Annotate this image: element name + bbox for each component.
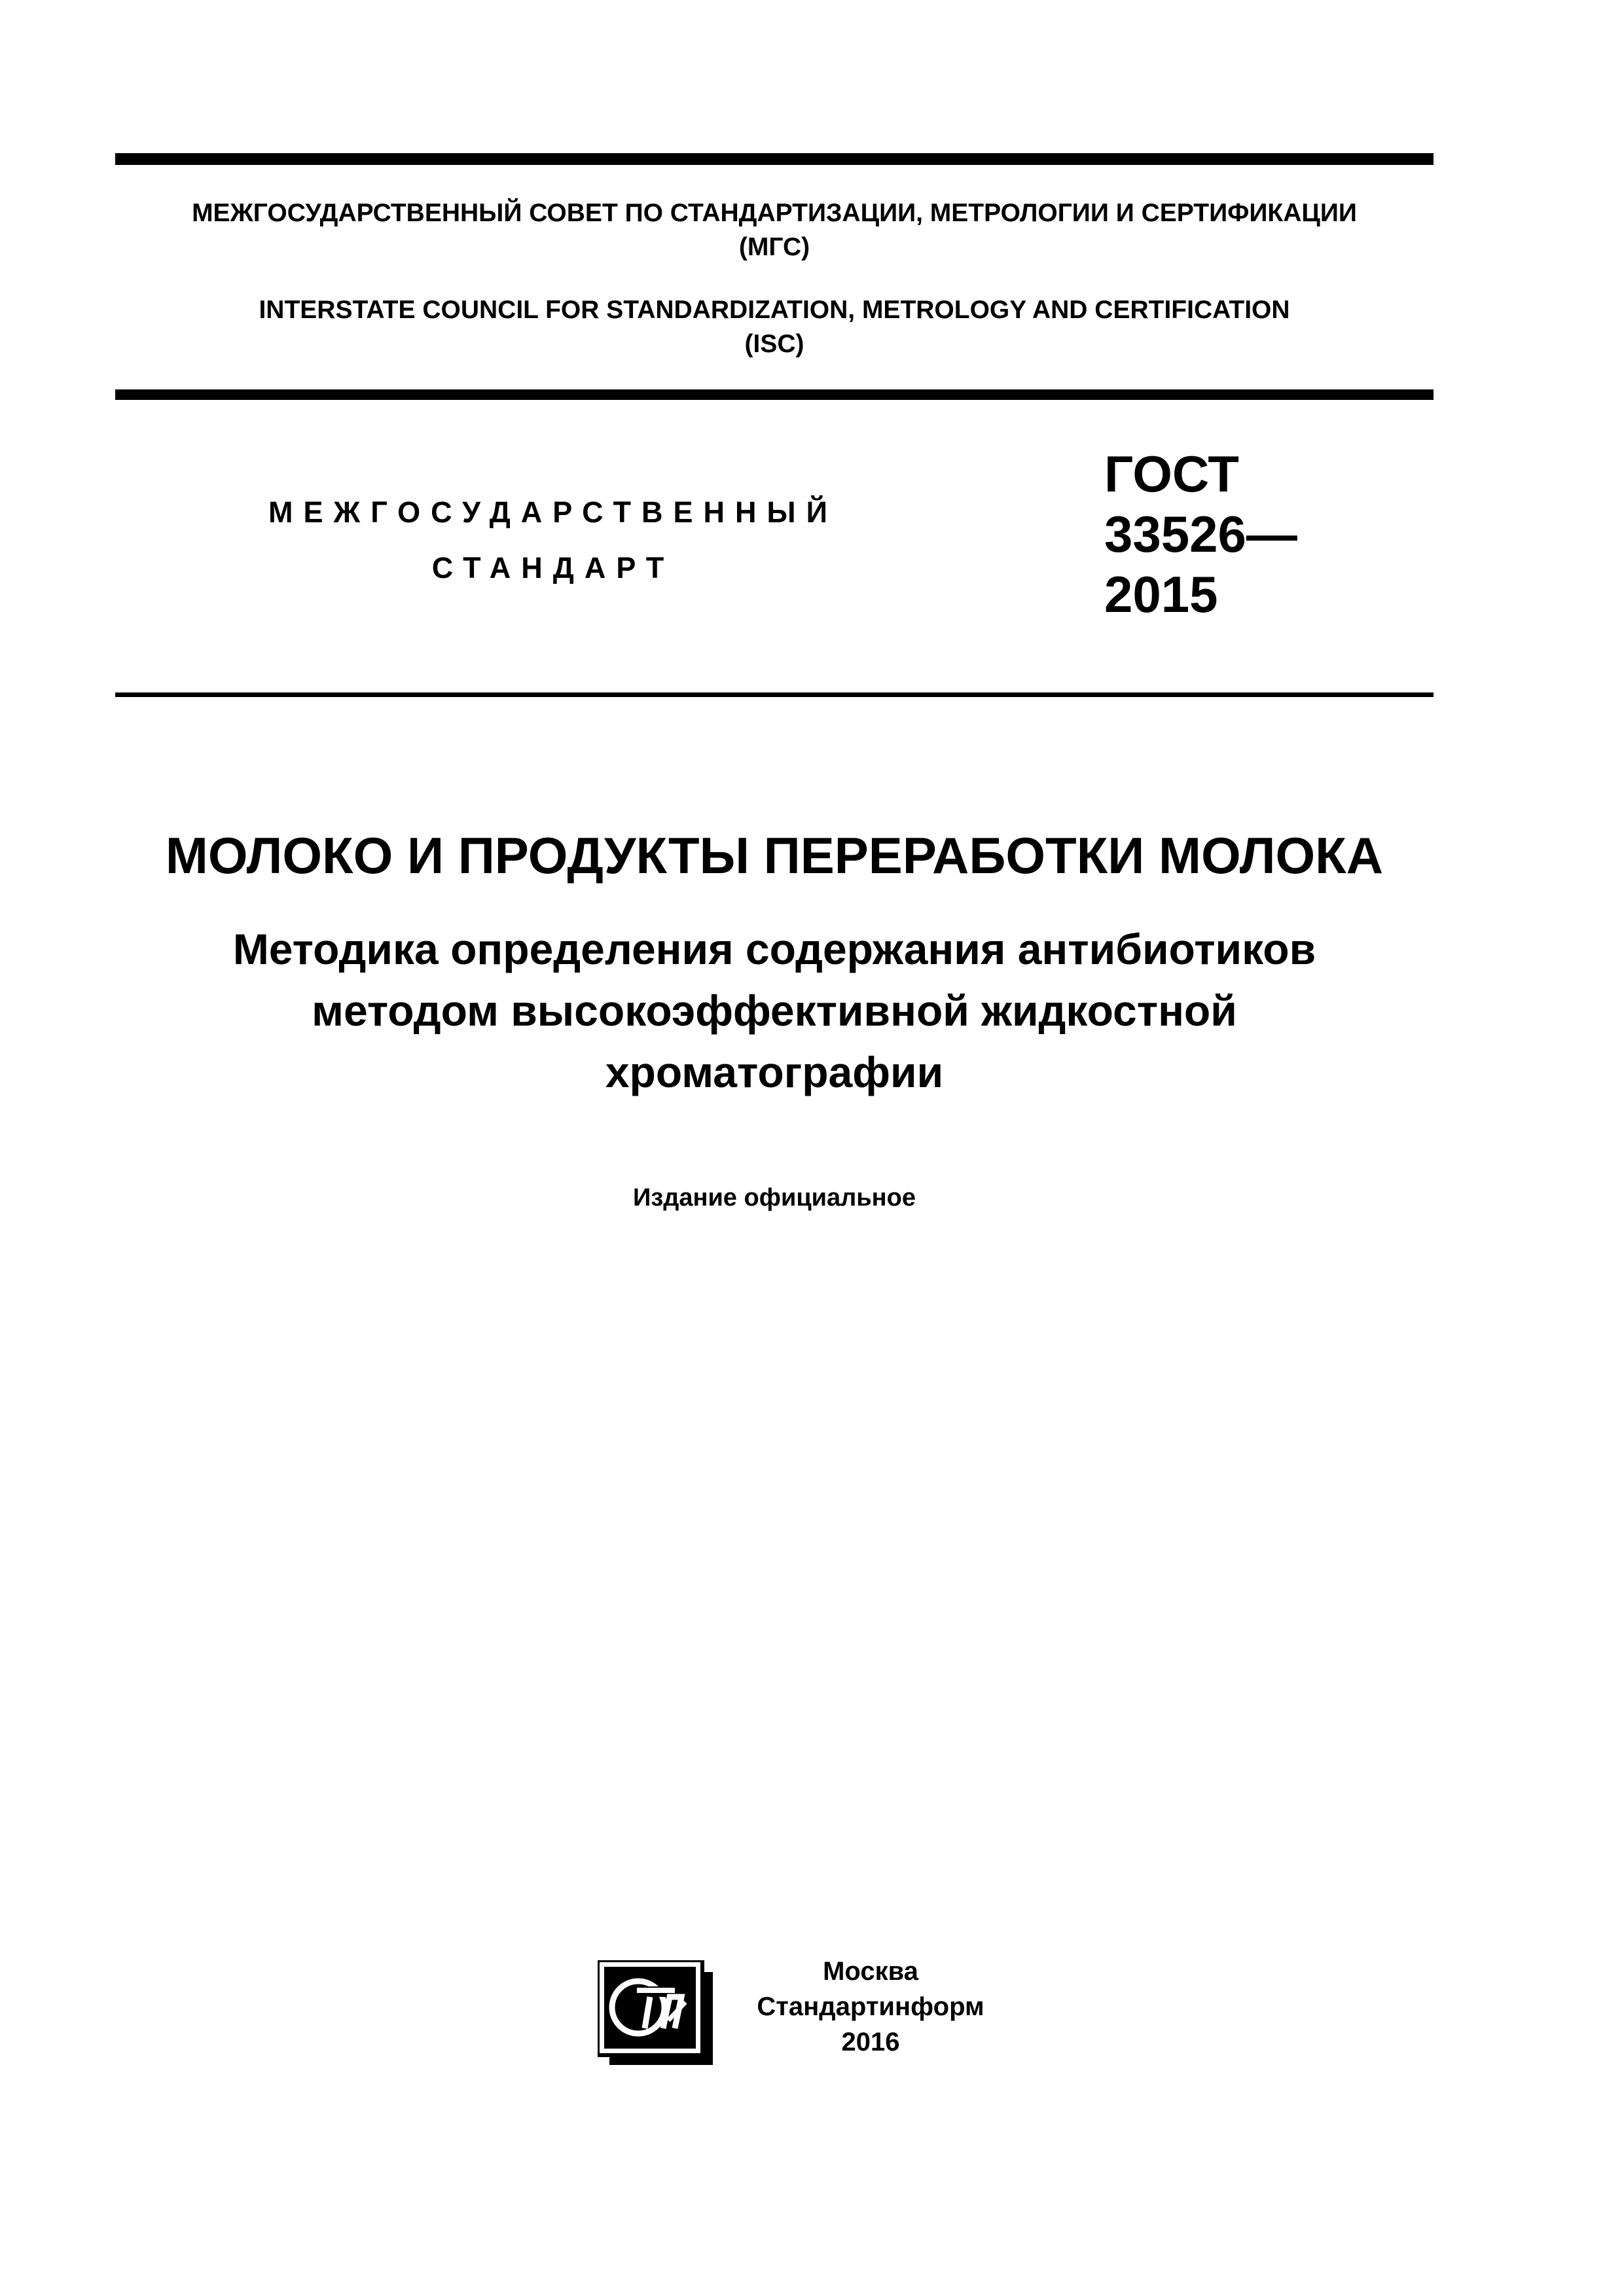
document-title: МОЛОКО И ПРОДУКТЫ ПЕРЕРАБОТКИ МОЛОКА: [165, 827, 1384, 884]
publisher-name: Стандартинформ: [757, 1992, 984, 2021]
document-subtitle: [65, 918, 1483, 1103]
standard-designation: [1104, 444, 1297, 624]
designation-prefix: ГОСТ: [1104, 445, 1239, 503]
subtitle-line1: Методика определения содержания антибиотиков: [232, 925, 1316, 973]
designation-year: 2015: [1104, 565, 1218, 623]
council-abbr-ru: (МГС): [738, 233, 810, 261]
publisher-city: Москва: [823, 1957, 918, 1986]
standard-kind-line1: МЕЖГОСУДАРСТВЕННЫЙ: [268, 495, 838, 529]
standard-kind-line2: СТАНДАРТ: [431, 551, 675, 584]
bottom-rule: [115, 692, 1434, 697]
council-name-en-line: INTERSTATE COUNCIL FOR STANDARDIZATION, METROLOGY AND CERTIFICATION: [259, 296, 1290, 324]
edition-note: Издание официальное: [633, 1184, 916, 1211]
council-name-ru-line: МЕЖГОСУДАРСТВЕННЫЙ СОВЕТ ПО СТАНДАРТИЗАЦИИ, МЕТРОЛОГИИ И СЕРТИФИКАЦИИ: [192, 199, 1357, 227]
subtitle-line2: методом высокоэффективной жидкостной: [312, 986, 1237, 1035]
council-abbr-en: (ISC): [744, 330, 804, 358]
designation-number: 33526—: [1104, 505, 1297, 563]
middle-rule: [115, 389, 1434, 400]
publisher-block: [733, 1954, 1008, 2060]
top-rule: [115, 153, 1434, 165]
publication-year: 2016: [841, 2028, 900, 2056]
subtitle-line3: хроматографии: [605, 1048, 944, 1096]
council-name-en: [115, 293, 1434, 361]
council-name-ru: [115, 196, 1434, 264]
standartinform-logo-icon: [598, 1960, 715, 2068]
